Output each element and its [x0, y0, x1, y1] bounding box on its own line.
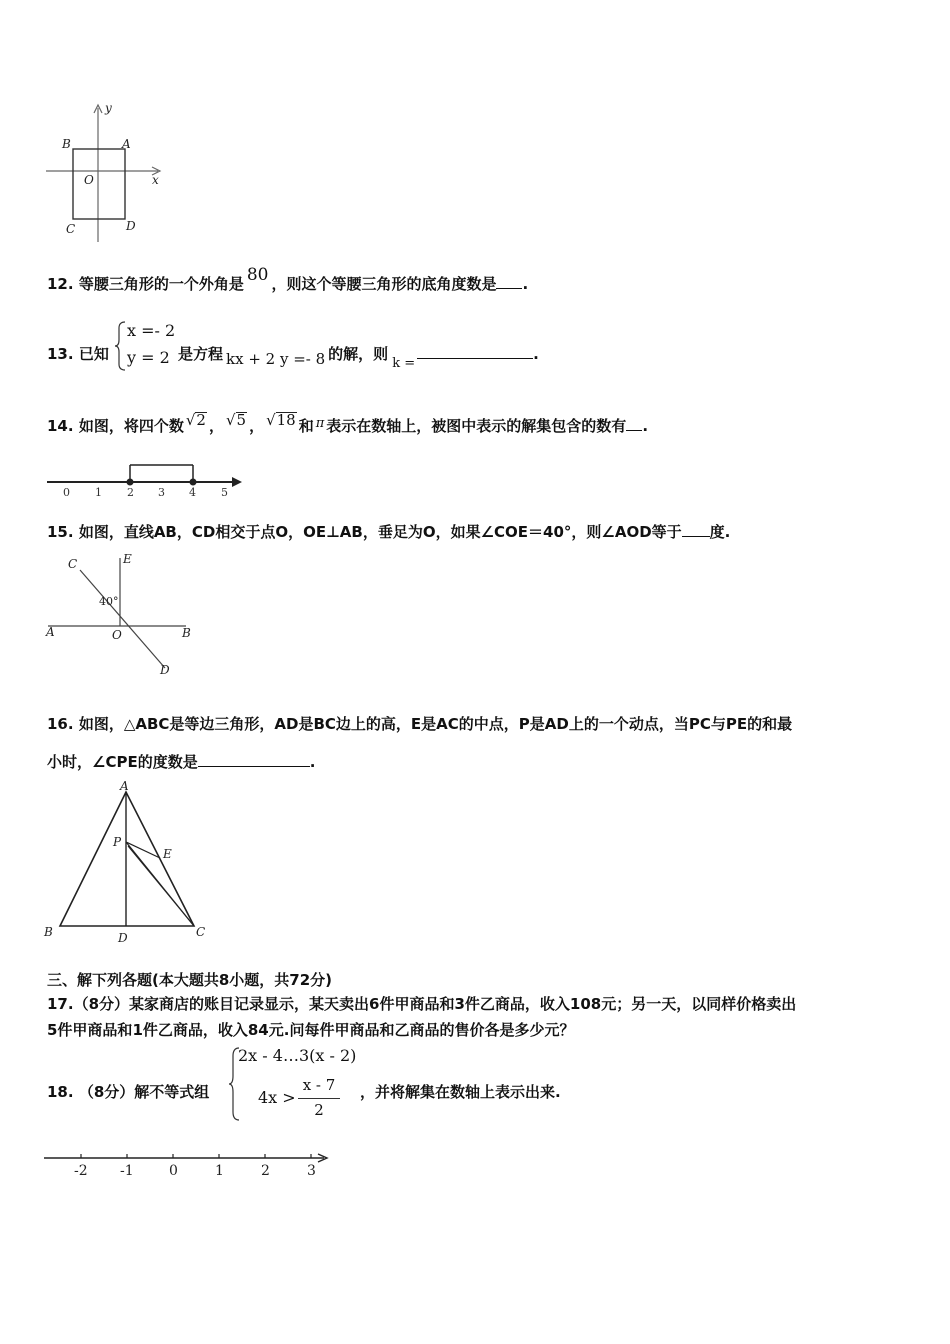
question-14: 14. 如图，将四个数 √2 ， √5 ， √18 和 π 表示在数轴上，被图中表示的解集包含的数有 .	[47, 411, 649, 435]
q14-root-2: 2	[196, 411, 206, 429]
q15-label-C: C	[68, 557, 78, 571]
q13-rest	[178, 344, 539, 371]
q16-label-B: B	[44, 925, 53, 939]
q13-k: k =	[392, 356, 416, 371]
label-D: D	[126, 219, 136, 233]
x-axis-label: x	[152, 173, 159, 187]
q13-answer-blank	[417, 344, 533, 359]
q12-text-before: 等腰三角形的一个外角是	[78, 275, 244, 293]
y-axis-label: y	[105, 101, 112, 115]
q12-answer-blank	[496, 274, 522, 289]
q14-pi: π	[315, 416, 325, 431]
q13-number: 13.	[47, 345, 74, 363]
q18-fraction-numerator: x - 7	[302, 1076, 336, 1094]
q16-number: 16.	[47, 715, 74, 733]
q12-end: .	[522, 275, 529, 293]
q18-tick-3: 3	[307, 1163, 316, 1179]
q14-number: 14.	[47, 417, 74, 435]
q15-label-D: D	[160, 663, 170, 677]
rectangle-axes-figure	[40, 100, 170, 245]
label-B: B	[62, 137, 71, 151]
question-18	[47, 1082, 209, 1102]
q16-label-D: D	[118, 931, 128, 945]
q16-label-E: E	[163, 847, 172, 861]
q14-root-5: 5	[236, 411, 247, 429]
q13-text-mid: 是方程	[178, 345, 224, 363]
q13-eq2: y = 2	[127, 348, 170, 367]
q15-text: 如图，直线AB，CD相交于点O，OE⊥AB，垂足为O，如果∠COE＝40°，则∠AOD等于	[78, 523, 682, 541]
q14-number-line	[44, 456, 249, 502]
q15-angle-label: 40°	[99, 595, 119, 608]
q15-label-A: A	[46, 625, 55, 639]
q13-text-after: 的解，则	[328, 345, 389, 363]
q12-value: 80	[246, 265, 269, 285]
q14-root-18: 18	[276, 411, 296, 429]
q13-brace	[114, 320, 128, 372]
q16-line2: 小时，∠CPE的度数是	[47, 753, 198, 771]
q15-figure	[40, 548, 200, 680]
q18-text-after: ，并将解集在数轴上表示出来.	[360, 1083, 561, 1101]
q14-and: 和	[298, 417, 314, 435]
q18-tick-1: 1	[215, 1163, 224, 1179]
q16-label-C: C	[196, 925, 206, 939]
q16-label-P: P	[113, 835, 122, 849]
question-12	[47, 265, 529, 294]
question-17-line1	[47, 994, 796, 1014]
q15-label-B: B	[182, 626, 191, 640]
q14-answer-blank	[626, 416, 642, 431]
label-A: A	[122, 137, 131, 151]
q13-equation: kx + 2 y =- 8	[226, 350, 326, 368]
q13-end: .	[533, 345, 539, 363]
q15-label-O: O	[112, 628, 122, 642]
q14-tick-0: 0	[63, 486, 70, 499]
q17-line1: （8分）某家商店的账目记录显示，某天卖出6件甲商品和3件乙商品，收入108元；另一天，以同样价格卖出	[73, 995, 797, 1013]
q14-tick-2: 2	[127, 486, 134, 499]
q14-text-after: 表示在数轴上，被图中表示的解集包含的数有	[326, 417, 627, 435]
question-16-line2	[47, 752, 315, 772]
q16-triangle-figure	[40, 778, 220, 946]
section-heading: 三、解下列各题(本大题共8小题，共72分)	[47, 971, 333, 989]
q12-text-after: ，则这个等腰三角形的底角度数是	[271, 275, 497, 293]
q18-tick-neg2: -2	[74, 1163, 88, 1179]
q15-number: 15.	[47, 523, 74, 541]
label-C: C	[66, 222, 76, 236]
q14-tick-5: 5	[221, 486, 228, 499]
q14-tick-1: 1	[95, 486, 102, 499]
question-13	[47, 344, 109, 364]
q16-label-A: A	[120, 779, 129, 793]
q13-eq1: x =- 2	[127, 321, 176, 340]
q14-tick-3: 3	[158, 486, 165, 499]
q18-ineq2-left: 4x >	[258, 1088, 296, 1107]
q12-number: 12.	[47, 275, 74, 293]
q14-tick-4: 4	[189, 486, 196, 499]
q18-fraction-denominator: 2	[314, 1101, 324, 1119]
q18-tick-2: 2	[261, 1163, 270, 1179]
q18-text: （8分）解不等式组	[78, 1083, 210, 1101]
q16-end: .	[309, 753, 316, 771]
q18-tick-0: 0	[169, 1163, 178, 1179]
q18-number-line	[40, 1148, 340, 1182]
q14-end: .	[642, 417, 649, 435]
q18-number: 18.	[47, 1083, 74, 1101]
q14-text-before: 如图，将四个数	[78, 417, 184, 435]
q18-ineq1: 2x - 4…3(x - 2)	[238, 1046, 357, 1065]
q18-fraction-bar	[298, 1098, 340, 1099]
question-15	[47, 522, 730, 542]
q15-label-E: E	[123, 552, 132, 566]
q16-line1: 如图，△ABC是等边三角形，AD是BC边上的高，E是AC的中点，P是AD上的一个动点，当PC与PE的和最	[78, 715, 793, 733]
q13-known: 已知	[78, 345, 109, 363]
label-O: O	[84, 173, 94, 187]
q17-line2: 5件甲商品和1件乙商品，收入84元.问每件甲商品和乙商品的售价各是多少元？	[47, 1021, 575, 1039]
q16-answer-blank	[198, 752, 310, 767]
q18-tick-neg1: -1	[120, 1163, 134, 1179]
q17-number: 17.	[47, 995, 74, 1013]
question-16-line1	[47, 714, 792, 734]
q15-unit: 度.	[709, 523, 731, 541]
q15-answer-blank	[682, 522, 710, 537]
